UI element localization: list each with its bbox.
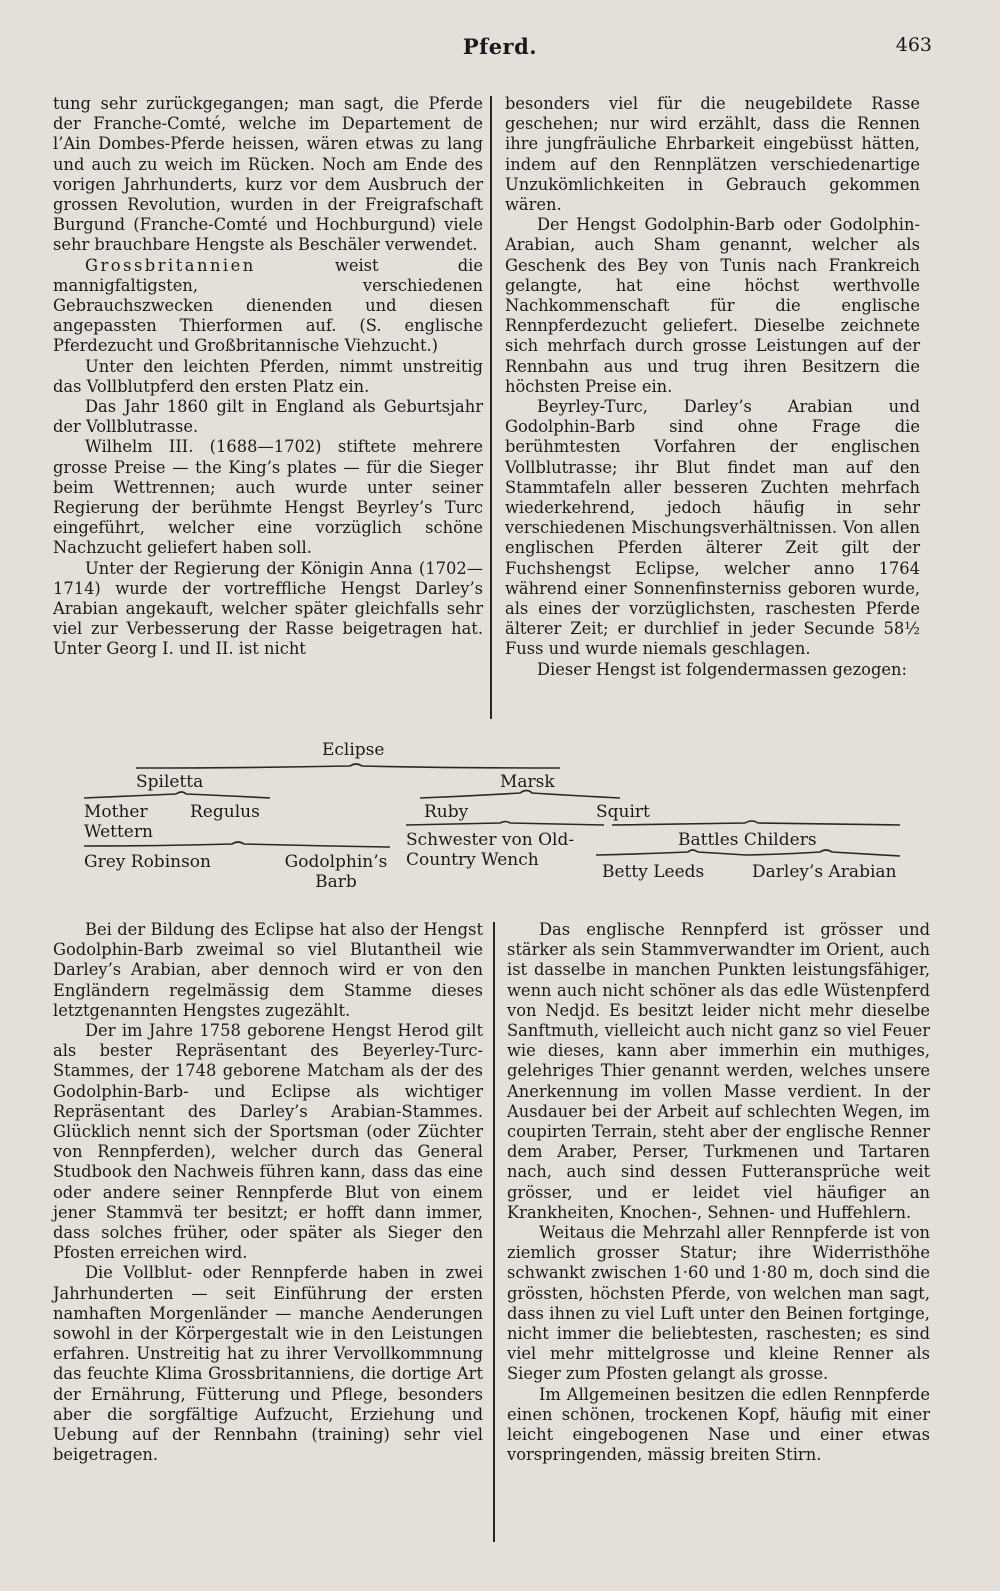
pedigree-betty-leeds: Betty Leeds [602, 862, 705, 882]
pedigree-ruby: Ruby [424, 802, 469, 822]
paragraph: Bei der Bildung des Eclipse hat also der Hengst Godolphin-Barb zweimal so viel Blutantheil wie Darley’s Arabian, aber dennoch wird er von den Engländern regelmässig dem Stamme dieses letztgenannten Hengstes zugezählt. [53, 920, 483, 1020]
paragraph: Die Vollblut- oder Rennpferde haben in zwei Jahrhunderten — seit Einführung der ersten namhaften Morgenländer — manche Aenderungen sowohl in der Körpergestalt wie in den Leistungen erfahren. Unstreitig hat zu ihrer Vervollkommnung das feuchte Klima Grossbritanniens, die dortige Art der Ernährung, Fütterung und Pflege, besonders aber die sorgfältige Aufzucht, Erziehung und Uebung auf der Rennbahn (training) sehr viel beigetragen. [53, 1263, 483, 1465]
paragraph: Das Jahr 1860 gilt in England als Geburtsjahr der Vollblutrasse. [53, 397, 483, 437]
bracket-battles-childers-left [596, 850, 746, 855]
pedigree-eclipse: Eclipse [322, 740, 385, 760]
pedigree-grey-robinson: Grey Robinson [84, 852, 211, 872]
right-column-bottom [507, 920, 930, 1465]
paragraph: Das englische Rennpferd ist grösser und stärker als sein Stammverwandter im Orient, auch ist dasselbe in manchen Punkten leistungsfähiger, wenn auch nicht schöner als das edle Wüstenpferd von Nedjd. Es besitzt leider nicht mehr dieselbe Sanftmuth, vielleicht auch nicht ganz so viel Feuer wie dieses, kann aber immerhin ein muthiges, gelehriges Thier genannt werden, welches unsere Anerkennung im vollen Masse verdient. In der Ausdauer bei der Arbeit auf schlechten Wegen, im coupirten Terrain, steht aber der englische Renner dem Araber, Perser, Turkmenen und Tartaren nach, auch sind dessen Futteransprüche weit grösser, und er leidet viel häufiger an Krankheiten, Knochen-, Sehnen- und Huffehlern. [507, 920, 930, 1222]
paragraph: tung sehr zurückgegangen; man sagt, die Pferde der Franche-Comté, welche im Departement de l’Ain Dombes-Pferde heissen, wären etwas zu lang und auch zu weich im Rücken. Noch am Ende des vorigen Jahrhunderts, kurz vor dem Ausbruch der grossen Revolution, wurden in der Freigrafschaft Burgund (Franche-Comté und Hochburgund) viele sehr brauchbare Hengste als Beschäler verwendet. [53, 94, 483, 255]
paragraph-text: weist die mannigfaltigsten, verschiedenen Gebrauchszwecken dienenden und diesen angepassten Thierformen auf. (S. englische Pferdezucht und Großbritannische Viehzucht.) [53, 255, 483, 356]
bracket-spiletta [84, 792, 270, 798]
bracket-eclipse [136, 764, 560, 768]
pedigree-schwester: Schwester von Old-Country Wench [406, 830, 575, 870]
paragraph: Dieser Hengst ist folgendermassen gezogen: [537, 659, 907, 679]
left-column-bottom [53, 920, 483, 1465]
paragraph: Der Hengst Godolphin-Barb oder Godolphin-Arabian, auch Sham genannt, welcher als Geschenk des Bey von Tunis nach Frankreich gelangte, hat eine höchst werthvolle Nachkommenschaft für die englische Rennpferdezucht geliefert. Dieselbe zeichnete sich mehrfach durch grosse Leistungen auf der Rennbahn aus und trug ihren Besitzern die höchsten Preise ein. [505, 215, 920, 396]
bracket-squirt [612, 821, 900, 825]
pedigree-mother-wettern: Mother Wettern [84, 802, 153, 842]
pedigree-godolphins-barb: Godolphin’s Barb [284, 852, 388, 892]
pedigree-spiletta: Spiletta [136, 772, 204, 792]
paragraph: Unter der Regierung der Königin Anna (1702—1714) wurde der vortreffliche Hengst Darley’s Arabian angekauft, welcher später gleichfalls sehr viel zur Verbesserung der Rasse beigetragen hat. Unter Georg I. und II. ist nicht [53, 558, 483, 659]
column-divider-bottom [493, 922, 495, 1542]
spaced-word: Grossbritannien [85, 255, 256, 275]
pedigree-squirt: Squirt [596, 802, 650, 822]
paragraph: Wilhelm III. (1688—1702) stiftete mehrere grosse Preise — the King’s plates — für die Sieger beim Wettrennen; auch wurde unter seiner Regierung der berühmte Hengst Beyrley’s Turc eingeführt, welcher eine vorzüglich schöne Nachzucht geliefert haben soll. [53, 437, 483, 558]
pedigree-marsk: Marsk [500, 772, 555, 792]
page-title: Pferd. [462, 34, 538, 59]
paragraph: Beyrley-Turc, Darley’s Arabian und Godolphin-Barb sind ohne Frage die berühmtesten Vorfahren der englischen Vollblutrasse; ihr Blut findet man auf den Stammtafeln aller besseren Zuchten mehrfach wiederkehrend, jedoch häufig in sehr verschiedenen Mischungsverhältnissen. Von allen englischen Pferden älterer Zeit gilt der Fuchshengst Eclipse, welcher anno 1764 während einer Sonnenfinsterniss geboren wurde, als eines der vorzüglichsten, raschesten Pferde älterer Zeit; er durchlief in jeder Secunde 58½ Fuss und wurde niemals geschlagen. [505, 397, 920, 659]
pedigree-regulus: Regulus [190, 802, 260, 822]
bracket-battles-childers-right [746, 850, 900, 856]
pedigree-battles-childers: Battles Childers [678, 830, 817, 850]
paragraph: Der im Jahre 1758 geborene Hengst Herod gilt als bester Repräsentant des Beyerley-Turc-Stammes, der 1748 geborene Matcham als der des Godolphin-Barb- und Eclipse als wichtiger Repräsentant des Darley’s Arabian-Stammes. Glücklich nennt sich der Sportsman (oder Züchter von Rennpferden), welcher durch das General Studbook den Nachweis führen kann, dass das eine oder andere seiner Rennpferde Blut von einem jener Stammvä ter besitzt; er hofft dann immer, dass solches früher, oder später als Sieger den Pfosten erreichen wird. [53, 1021, 483, 1263]
paragraph: Unter den leichten Pferden, nimmt unstreitig das Vollblutpferd den ersten Platz ein. [53, 356, 483, 396]
pedigree-darleys-arabian: Darley’s Arabian [752, 862, 897, 882]
paragraph: Im Allgemeinen besitzen die edlen Rennpferde einen schönen, trockenen Kopf, häufig mit einer leicht eingebogenen Nase und einer etwas vorspringenden, mässig breiten Stirn. [507, 1384, 930, 1465]
bracket-mother-wettern [84, 842, 390, 847]
bracket-ruby [406, 822, 604, 826]
paragraph: Weitaus die Mehrzahl aller Rennpferde ist von ziemlich grosser Statur; ihre Widerristhöhe schwankt zwischen 1·60 und 1·80 m, doch sind die grössten, höchsten Pferde, von welchen man sagt, dass ihnen zu viel Luft unter den Beinen fortginge, nicht immer die beliebtesten, raschesten; es sind viel mehr mittelgrosse und kleine Renner als Sieger zum Pfosten gelangt als grosse. [507, 1223, 930, 1384]
paragraph: besonders viel für die neugebildete Rasse geschehen; nur wird erzählt, dass die Rennen ihre jungfräuliche Ehrbarkeit eingebüsst hätten, indem auf den Rennplätzen verschiedenartige Unzukömlichkeiten in Gebrauch gekommen wären. [505, 94, 920, 215]
page-number: 463 [895, 34, 932, 56]
